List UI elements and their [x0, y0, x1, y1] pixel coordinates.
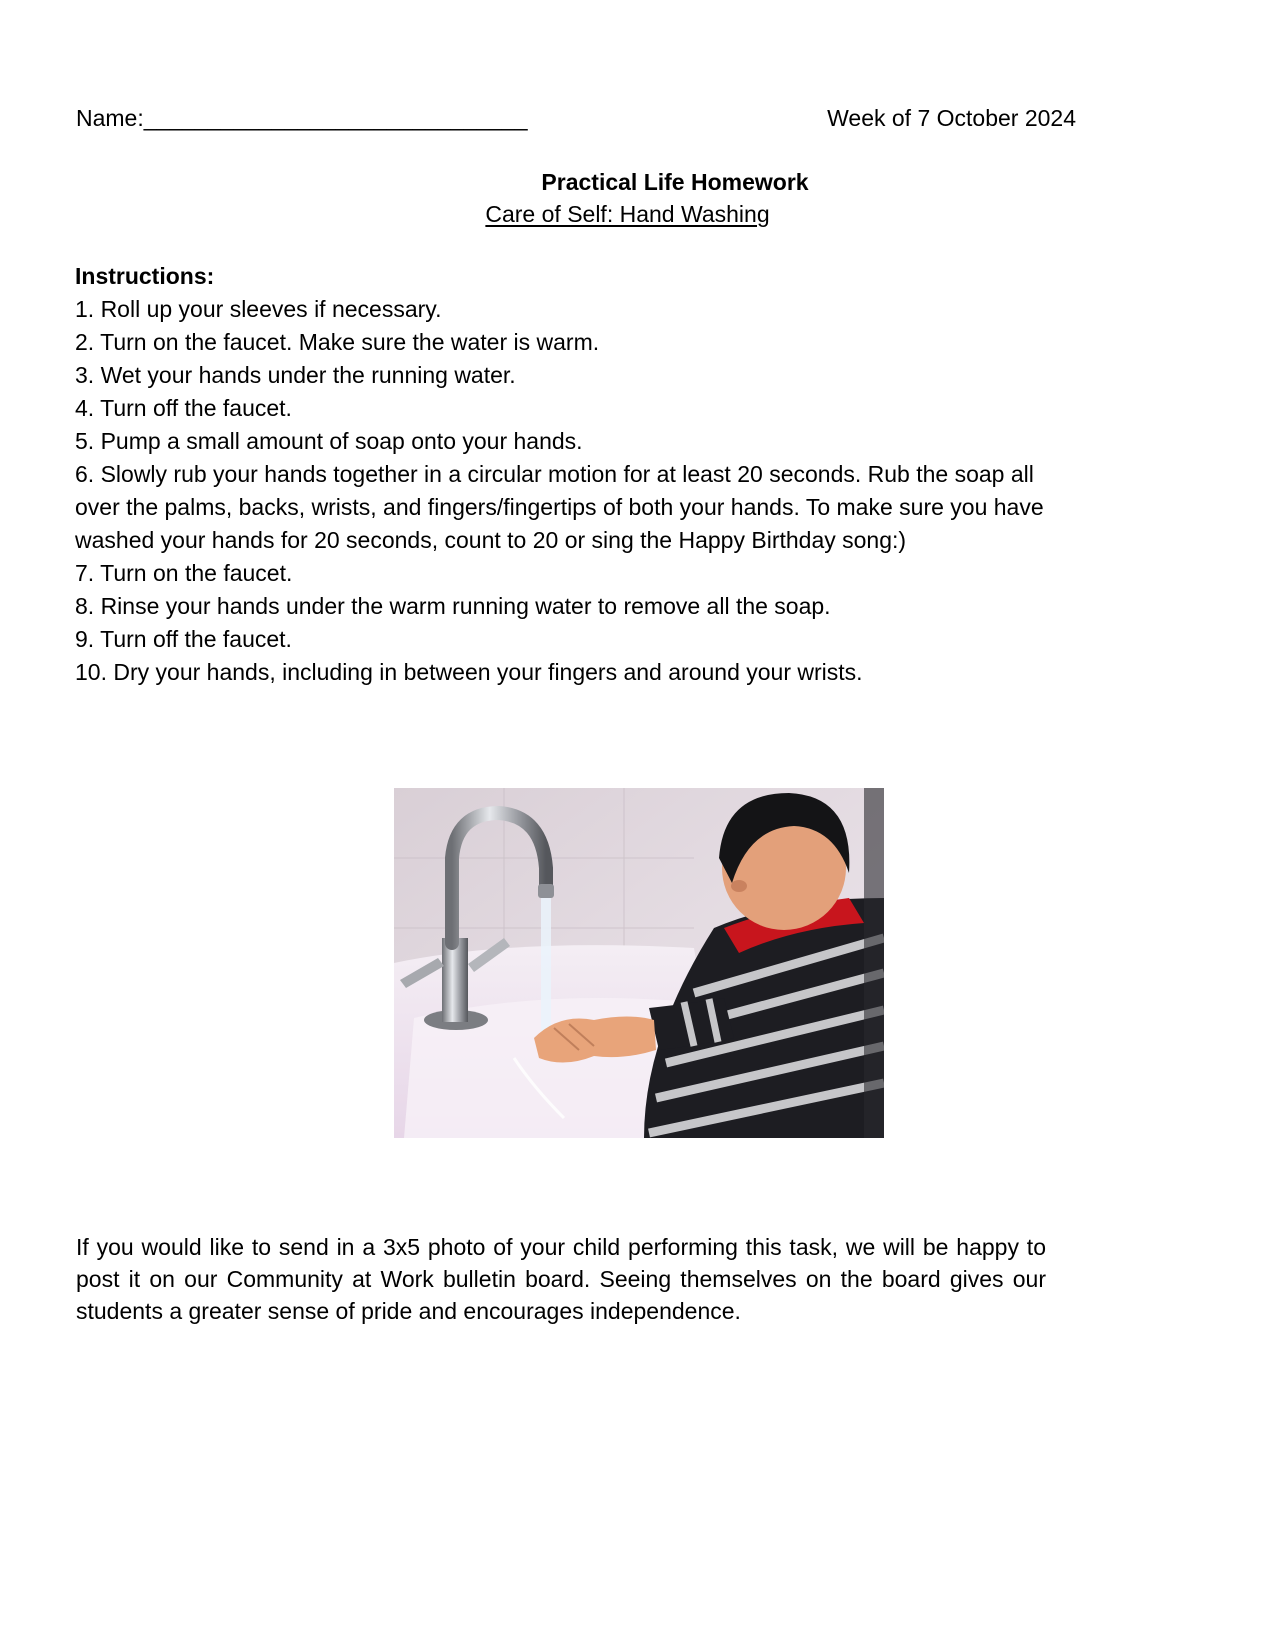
name-field-label: Name:______________________________ — [76, 105, 528, 131]
week-label: Week of 7 October 2024 — [827, 105, 1076, 131]
subtitle-wrap — [0, 198, 1275, 230]
instruction-step: 7. Turn on the faucet. — [75, 560, 293, 586]
instruction-step: 2. Turn on the faucet. Make sure the water is warm. — [75, 329, 600, 355]
instruction-step: 8. Rinse your hands under the warm running water to remove all the soap. — [75, 593, 831, 619]
title-block — [0, 166, 1275, 230]
page-subtitle: Care of Self: Hand Washing — [485, 201, 770, 227]
instruction-steps-list — [75, 293, 1055, 689]
header-row — [76, 103, 1076, 133]
hand-washing-photo — [394, 788, 884, 1138]
photo-request-note: If you would like to send in a 3x5 photo of your child performing this task, we will be happy to post it on our Community at Work bulletin board. Seeing themselves on the board gives our students a greater sense of pride and encourages independence. — [76, 1234, 1046, 1324]
instructions-heading: Instructions: — [75, 263, 215, 289]
instruction-step: 5. Pump a small amount of soap onto your hands. — [75, 428, 583, 454]
instruction-step: 10. Dry your hands, including in between your fingers and around your wrists. — [75, 659, 863, 685]
instruction-step: 3. Wet your hands under the running water. — [75, 362, 516, 388]
instruction-step: 6. Slowly rub your hands together in a circular motion for at least 20 seconds. Rub the soap all over the palms, backs, wrists, and fingers/fingertips of both your hands. To make sure you have washed your hands for 20 seconds, count to 20 or sing the Happy Birthday song:) — [75, 461, 1044, 553]
instruction-step: 1. Roll up your sleeves if necessary. — [75, 296, 442, 322]
hand-washing-illustration — [394, 788, 884, 1138]
instruction-step: 9. Turn off the faucet. — [75, 626, 292, 652]
instructions-section — [75, 260, 1055, 689]
page-title: Practical Life Homework — [541, 169, 809, 195]
instruction-step: 4. Turn off the faucet. — [75, 395, 292, 421]
